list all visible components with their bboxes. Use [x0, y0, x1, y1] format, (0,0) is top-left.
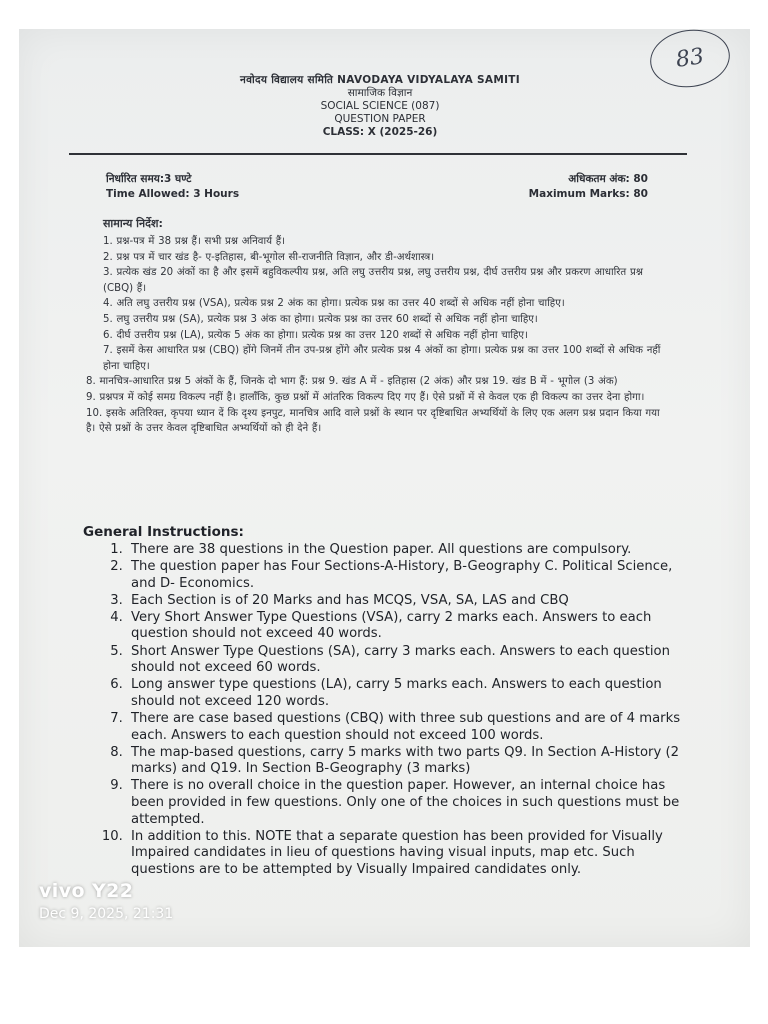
hindi-instruction-item: 8. मानचित्र-आधारित प्रश्न 5 अंकों के हैं, जिनके दो भाग हैं: प्रश्न 9. खंड A में - इतिहास (2 अंक) और प्रश्न 19. खंड B में - भूगोल (3 अंक)	[86, 376, 618, 388]
hindi-instruction-item: 3. प्रत्येक खंड 20 अंकों का है और इसमें बहुविकल्पीय प्रश्न, अति लघु उत्तरीय प्रश्न, लघु उत्तरीय प्रश्न, दीर्घ उत्तरीय प्रश्न और प्रकरण आधारित प्रश्न (CBQ) हैं।	[103, 267, 643, 294]
hindi-instruction-item: 7. इसमें केस आधारित प्रश्न (CBQ) होंगे जिनमें तीन उप-प्रश्न होंगे और प्रत्येक प्रश्न 4 अंकों का होगा। प्रत्येक प्रश्न का उत्तर 100 शब्दों से अधिक नहीं होना चाहिए।	[103, 345, 661, 372]
time-allowed-block	[106, 172, 239, 202]
maximum-marks-block	[520, 172, 648, 202]
instruction-item: 7. There are case based questions (CBQ) with three sub questions and are of 4 marks each. Answers to each question should not exceed 100 words.	[127, 711, 688, 744]
general-instructions	[83, 524, 688, 879]
instruction-item: 1. There are 38 questions in the Question paper. All questions are compulsory.	[127, 542, 688, 559]
maximum-marks: Maximum Marks: 80	[528, 188, 648, 200]
hindi-instruction-item: 4. अति लघु उत्तरीय प्रश्न (VSA), प्रत्येक प्रश्न 2 अंक का होगा। प्रत्येक प्रश्न का उत्तर 40 शब्दों से अधिक नहीं होना चाहिए।	[103, 298, 565, 310]
hindi-instructions	[86, 216, 666, 437]
general-instructions-heading: General Instructions:	[83, 524, 244, 540]
handwritten-page-number: 83	[646, 25, 733, 93]
instruction-item: 3. Each Section is of 20 Marks and has MCQS, VSA, SA, LAS and CBQ	[127, 593, 688, 610]
hindi-instruction-item: 2. प्रश्न पत्र में चार खंड है- ए-इतिहास, बी-भूगोल सी-राजनीति विज्ञान, और डी-अर्थशास्त्र।	[103, 251, 435, 263]
instruction-item: 4. Very Short Answer Type Questions (VSA), carry 2 marks each. Answers to each question should not exceed 40 words.	[127, 610, 688, 643]
instruction-list	[83, 542, 688, 878]
instruction-item: 8. The map-based questions, carry 5 marks with two parts Q9. In Section A-History (2 marks) and Q19. In Section B-Geography (3 marks)	[127, 745, 688, 778]
document-type: QUESTION PAPER	[334, 113, 426, 125]
camera-model: vivo Y22	[39, 880, 134, 902]
maximum-marks-hindi: अधिकतम अंक: 80	[568, 173, 648, 185]
instruction-item: 10. In addition to this. NOTE that a separate question has been provided for Visually Impaired candidates in lieu of questions having visual inputs, map etc. Such questions are to be attempted by Visually Impaired candidates only.	[127, 829, 688, 879]
hindi-instruction-item: 6. दीर्घ उत्तरीय प्रश्न (LA), प्रत्येक 5 अंक का होगा। प्रत्येक प्रश्न का उत्तर 120 शब्दों से अधिक नहीं होना चाहिए।	[103, 329, 528, 341]
instruction-item: 9. There is no overall choice in the question paper. However, an internal choice has been provided in few questions. Only one of the choices in such questions must be attempted.	[127, 778, 688, 828]
instruction-item: 6. Long answer type questions (LA), carry 5 marks each. Answers to each question should not exceed 120 words.	[127, 677, 688, 710]
instruction-item: 2. The question paper has Four Sections-A-History, B-Geography C. Political Science, and D- Economics.	[127, 559, 688, 592]
hindi-instruction-item: 1. प्रश्न-पत्र में 38 प्रश्न हैं। सभी प्रश्न अनिवार्य हैं।	[103, 236, 286, 247]
hindi-instruction-item: 9. प्रश्नपत्र में कोई समग्र विकल्प नहीं है। हालाँकि, कुछ प्रश्नों में आंतरिक विकल्प दिए गए हैं। ऐसे प्रश्नों में से केवल एक ही विकल्प का उत्तर देना होगा।	[86, 391, 645, 403]
camera-watermark	[39, 880, 173, 922]
instruction-item: 5. Short Answer Type Questions (SA), carry 3 marks each. Answers to each question should not exceed 60 words.	[127, 644, 688, 677]
capture-timestamp: Dec 9, 2025, 21:31	[39, 906, 174, 922]
subject-hindi: सामाजिक विज्ञान	[347, 87, 413, 99]
hindi-instruction-item: 10. इसके अतिरिक्त, कृपया ध्यान दें कि दृश्य इनपुट, मानचित्र आदि वाले प्रश्नों के स्थान पर दृष्टिबाधित अभ्यर्थियों के लिए एक अलग प्रश्न प्रदान किया गया है। ऐसे प्रश्नों के उत्तर केवल दृष्टिबाधित अभ्यर्थियों को ही देने हैं।	[86, 407, 660, 435]
time-allowed: Time Allowed: 3 Hours	[106, 188, 240, 200]
paper-header	[180, 74, 580, 139]
header-divider	[69, 153, 687, 155]
time-allowed-hindi: निर्धारित समय:3 घण्टे	[106, 173, 192, 185]
hindi-instructions-heading: सामान्य निर्देश:	[103, 217, 163, 230]
organization-name: नवोदय विद्यालय समिति NAVODAYA VIDYALAYA SAMITI	[240, 74, 520, 86]
subject-title: SOCIAL SCIENCE (087)	[320, 100, 440, 112]
class-label: CLASS: X (2025-26)	[322, 126, 438, 138]
hindi-instruction-item: 5. लघु उत्तरीय प्रश्न (SA), प्रत्येक प्रश्न 3 अंक का होगा। प्रत्येक प्रश्न का उत्तर 60 शब्दों से अधिक नहीं होना चाहिए।	[103, 313, 538, 325]
